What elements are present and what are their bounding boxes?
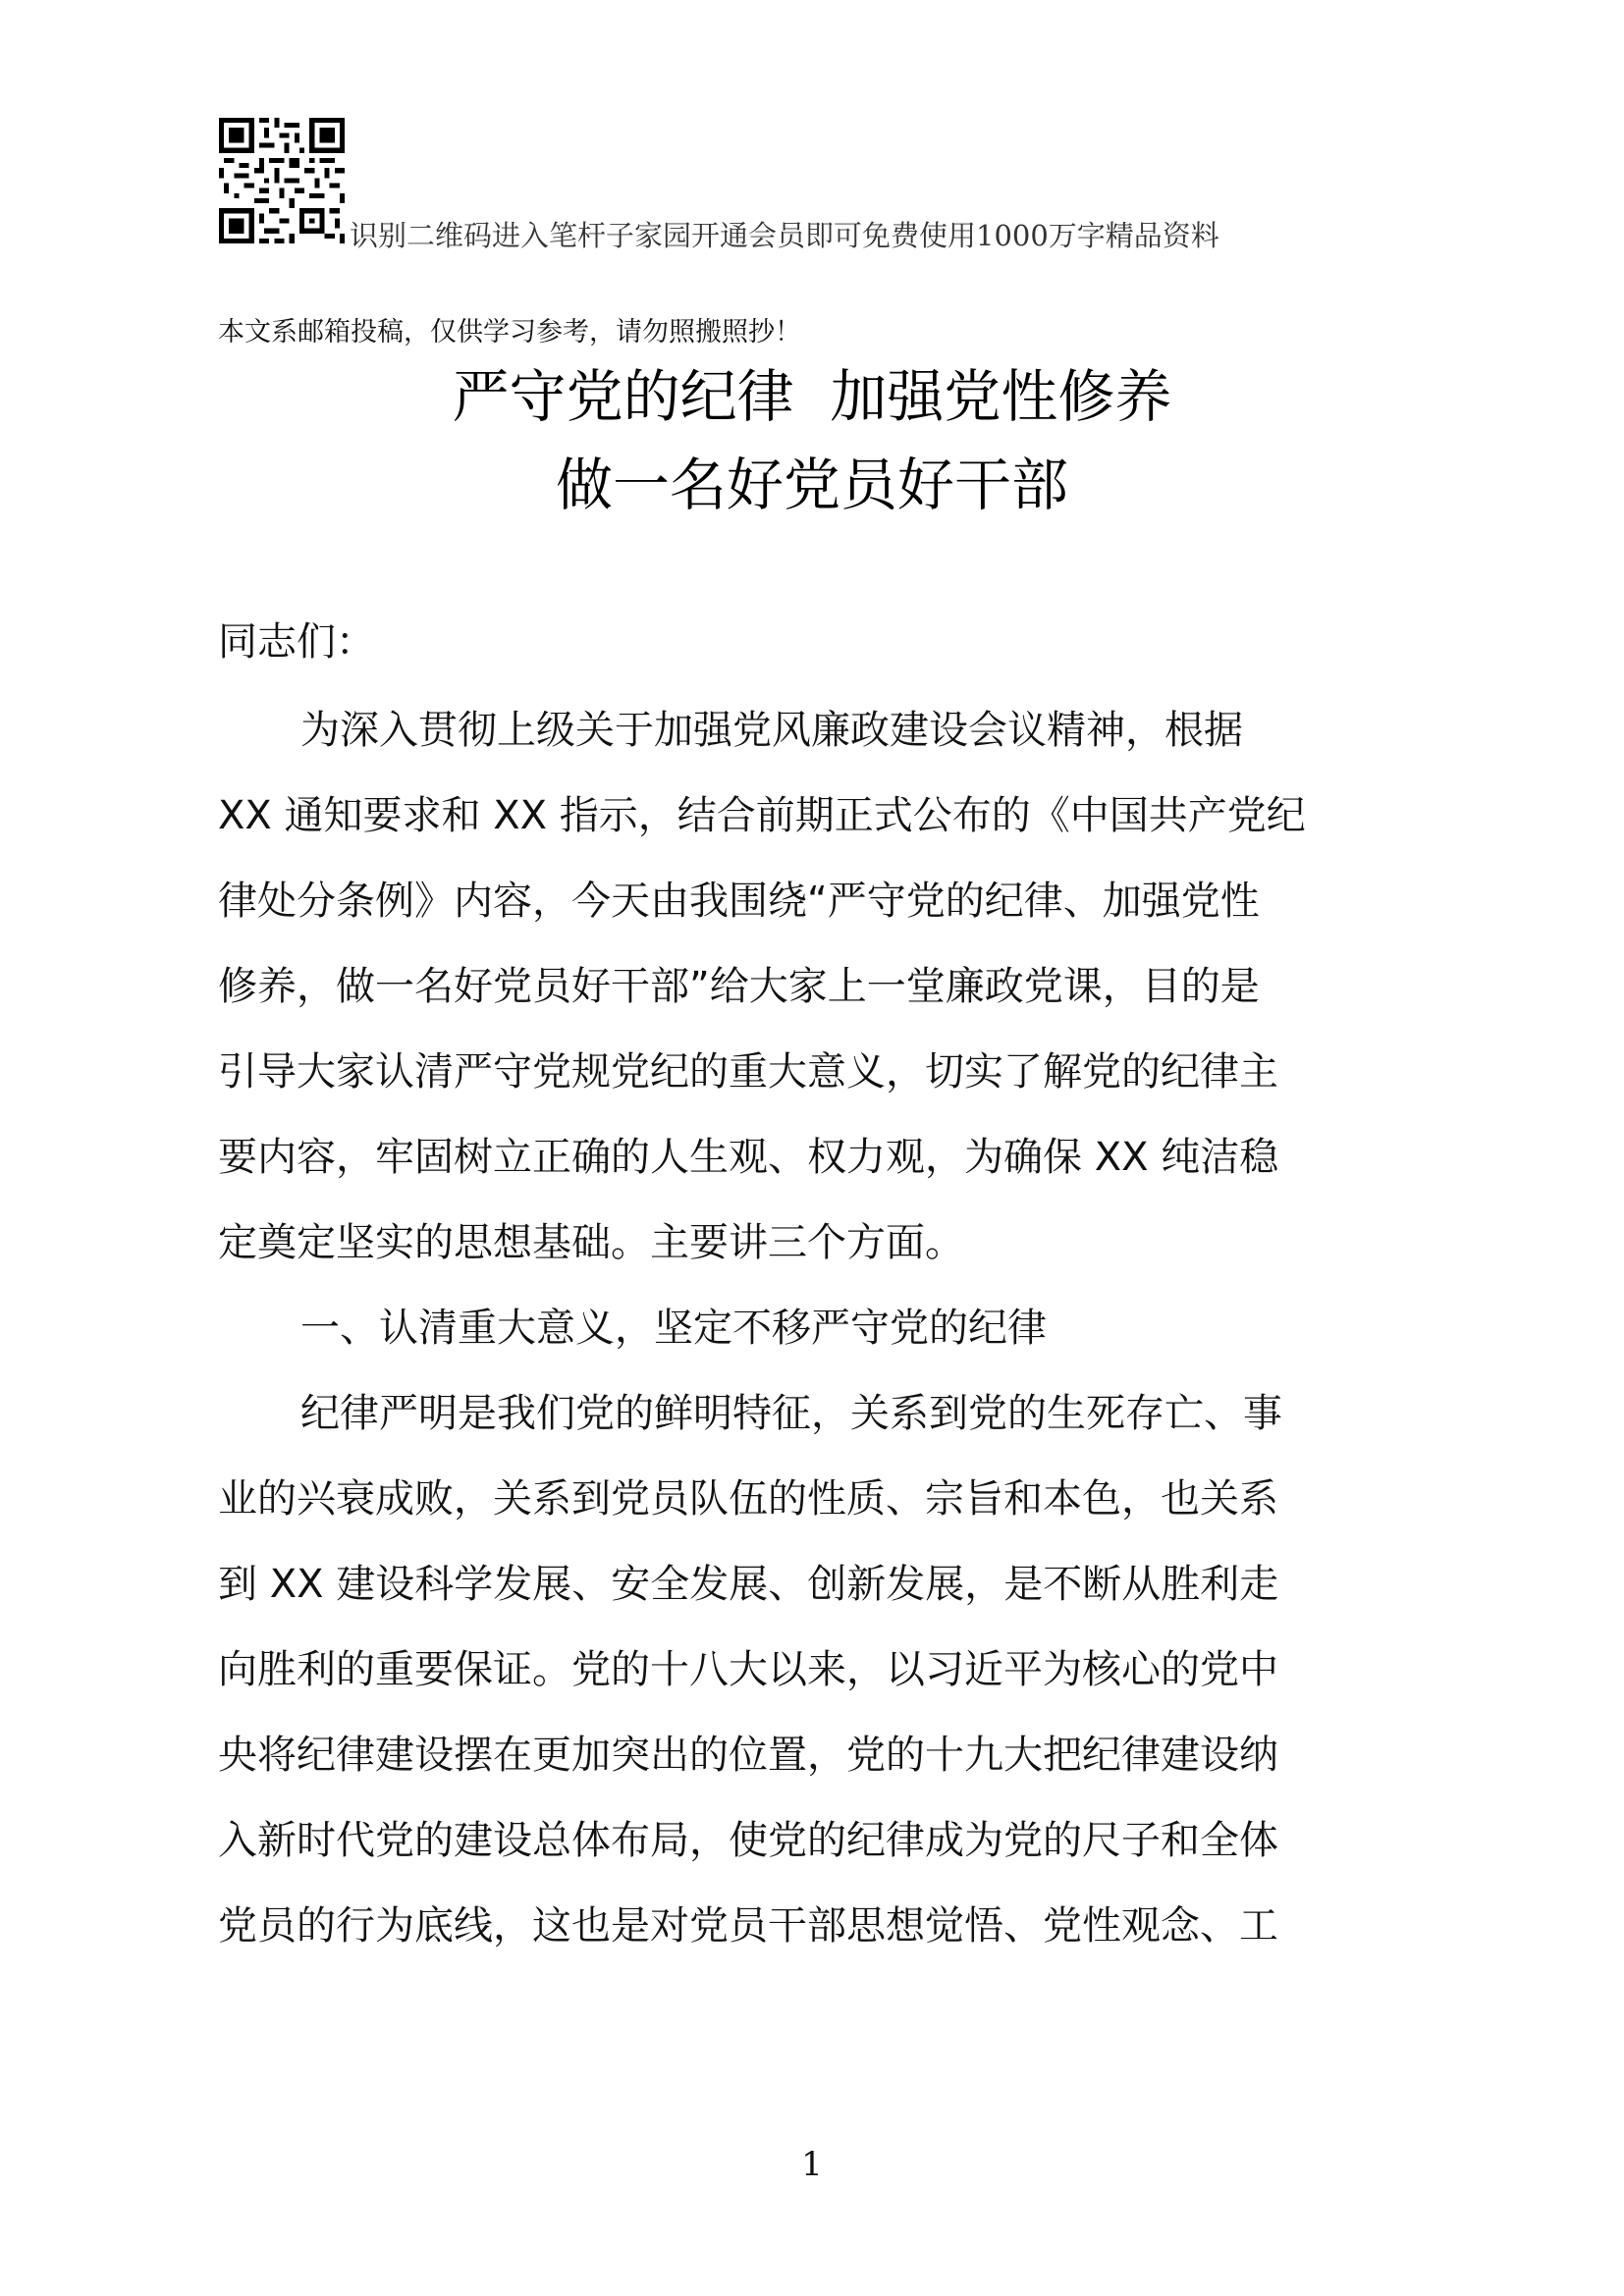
body-line: 央将纪律建设摆在更加突出的位置，党的十九大把纪律建设纳	[218, 1733, 1278, 1778]
promo-text: 识别二维码进入笔杆子家园开通会员即可免费使用1000万字精品资料	[350, 219, 1219, 252]
submission-notice: 本文系邮箱投稿，仅供学习参考，请勿照搬照抄！	[218, 317, 801, 347]
body-line: XX 通知要求和 XX 指示，结合前期正式公布的《中国共产党纪	[218, 793, 1306, 838]
body-line: 到 XX 建设科学发展、安全发展、创新发展，是不断从胜利走	[218, 1562, 1279, 1607]
document-title-line-2: 做一名好党员好干部	[555, 452, 1068, 518]
body-line: 定奠定坚实的思想基础。主要讲三个方面。	[218, 1220, 964, 1265]
body-line: 业的兴衰成败，关系到党员队伍的性质、宗旨和本色，也关系	[218, 1476, 1278, 1522]
page-number: 1	[801, 2145, 823, 2184]
body-line: 纪律严明是我们党的鲜明特征，关系到党的生死存亡、事	[300, 1391, 1282, 1436]
body-line: 党员的行为底线，这也是对党员干部思想觉悟、党性观念、工	[218, 1903, 1278, 1949]
body-line: 为深入贯彻上级关于加强党风廉政建设会议精神，根据	[300, 708, 1243, 753]
body-line: 入新时代党的建设总体布局，使党的纪律成为党的尺子和全体	[218, 1818, 1278, 1863]
body-line: 修养，做一名好党员好干部”给大家上一堂廉政党课，目的是	[218, 964, 1260, 1009]
body-line: 向胜利的重要保证。党的十八大以来，以习近平为核心的党中	[218, 1647, 1278, 1692]
salutation: 同志们：	[218, 619, 375, 665]
document-title-line-1: 严守党的纪律 加强党性修养	[452, 363, 1172, 430]
body-line: 引导大家认清严守党规党纪的重大意义，切实了解党的纪律主	[218, 1049, 1278, 1095]
qr-code	[218, 118, 346, 243]
body-line: 律处分条例》内容，今天由我围绕“严守党的纪律、加强党性	[218, 879, 1260, 924]
section-heading: 一、认清重大意义，坚定不移严守党的纪律	[300, 1306, 1047, 1351]
body-line: 要内容，牢固树立正确的人生观、权力观，为确保 XX 纯洁稳	[218, 1135, 1279, 1180]
